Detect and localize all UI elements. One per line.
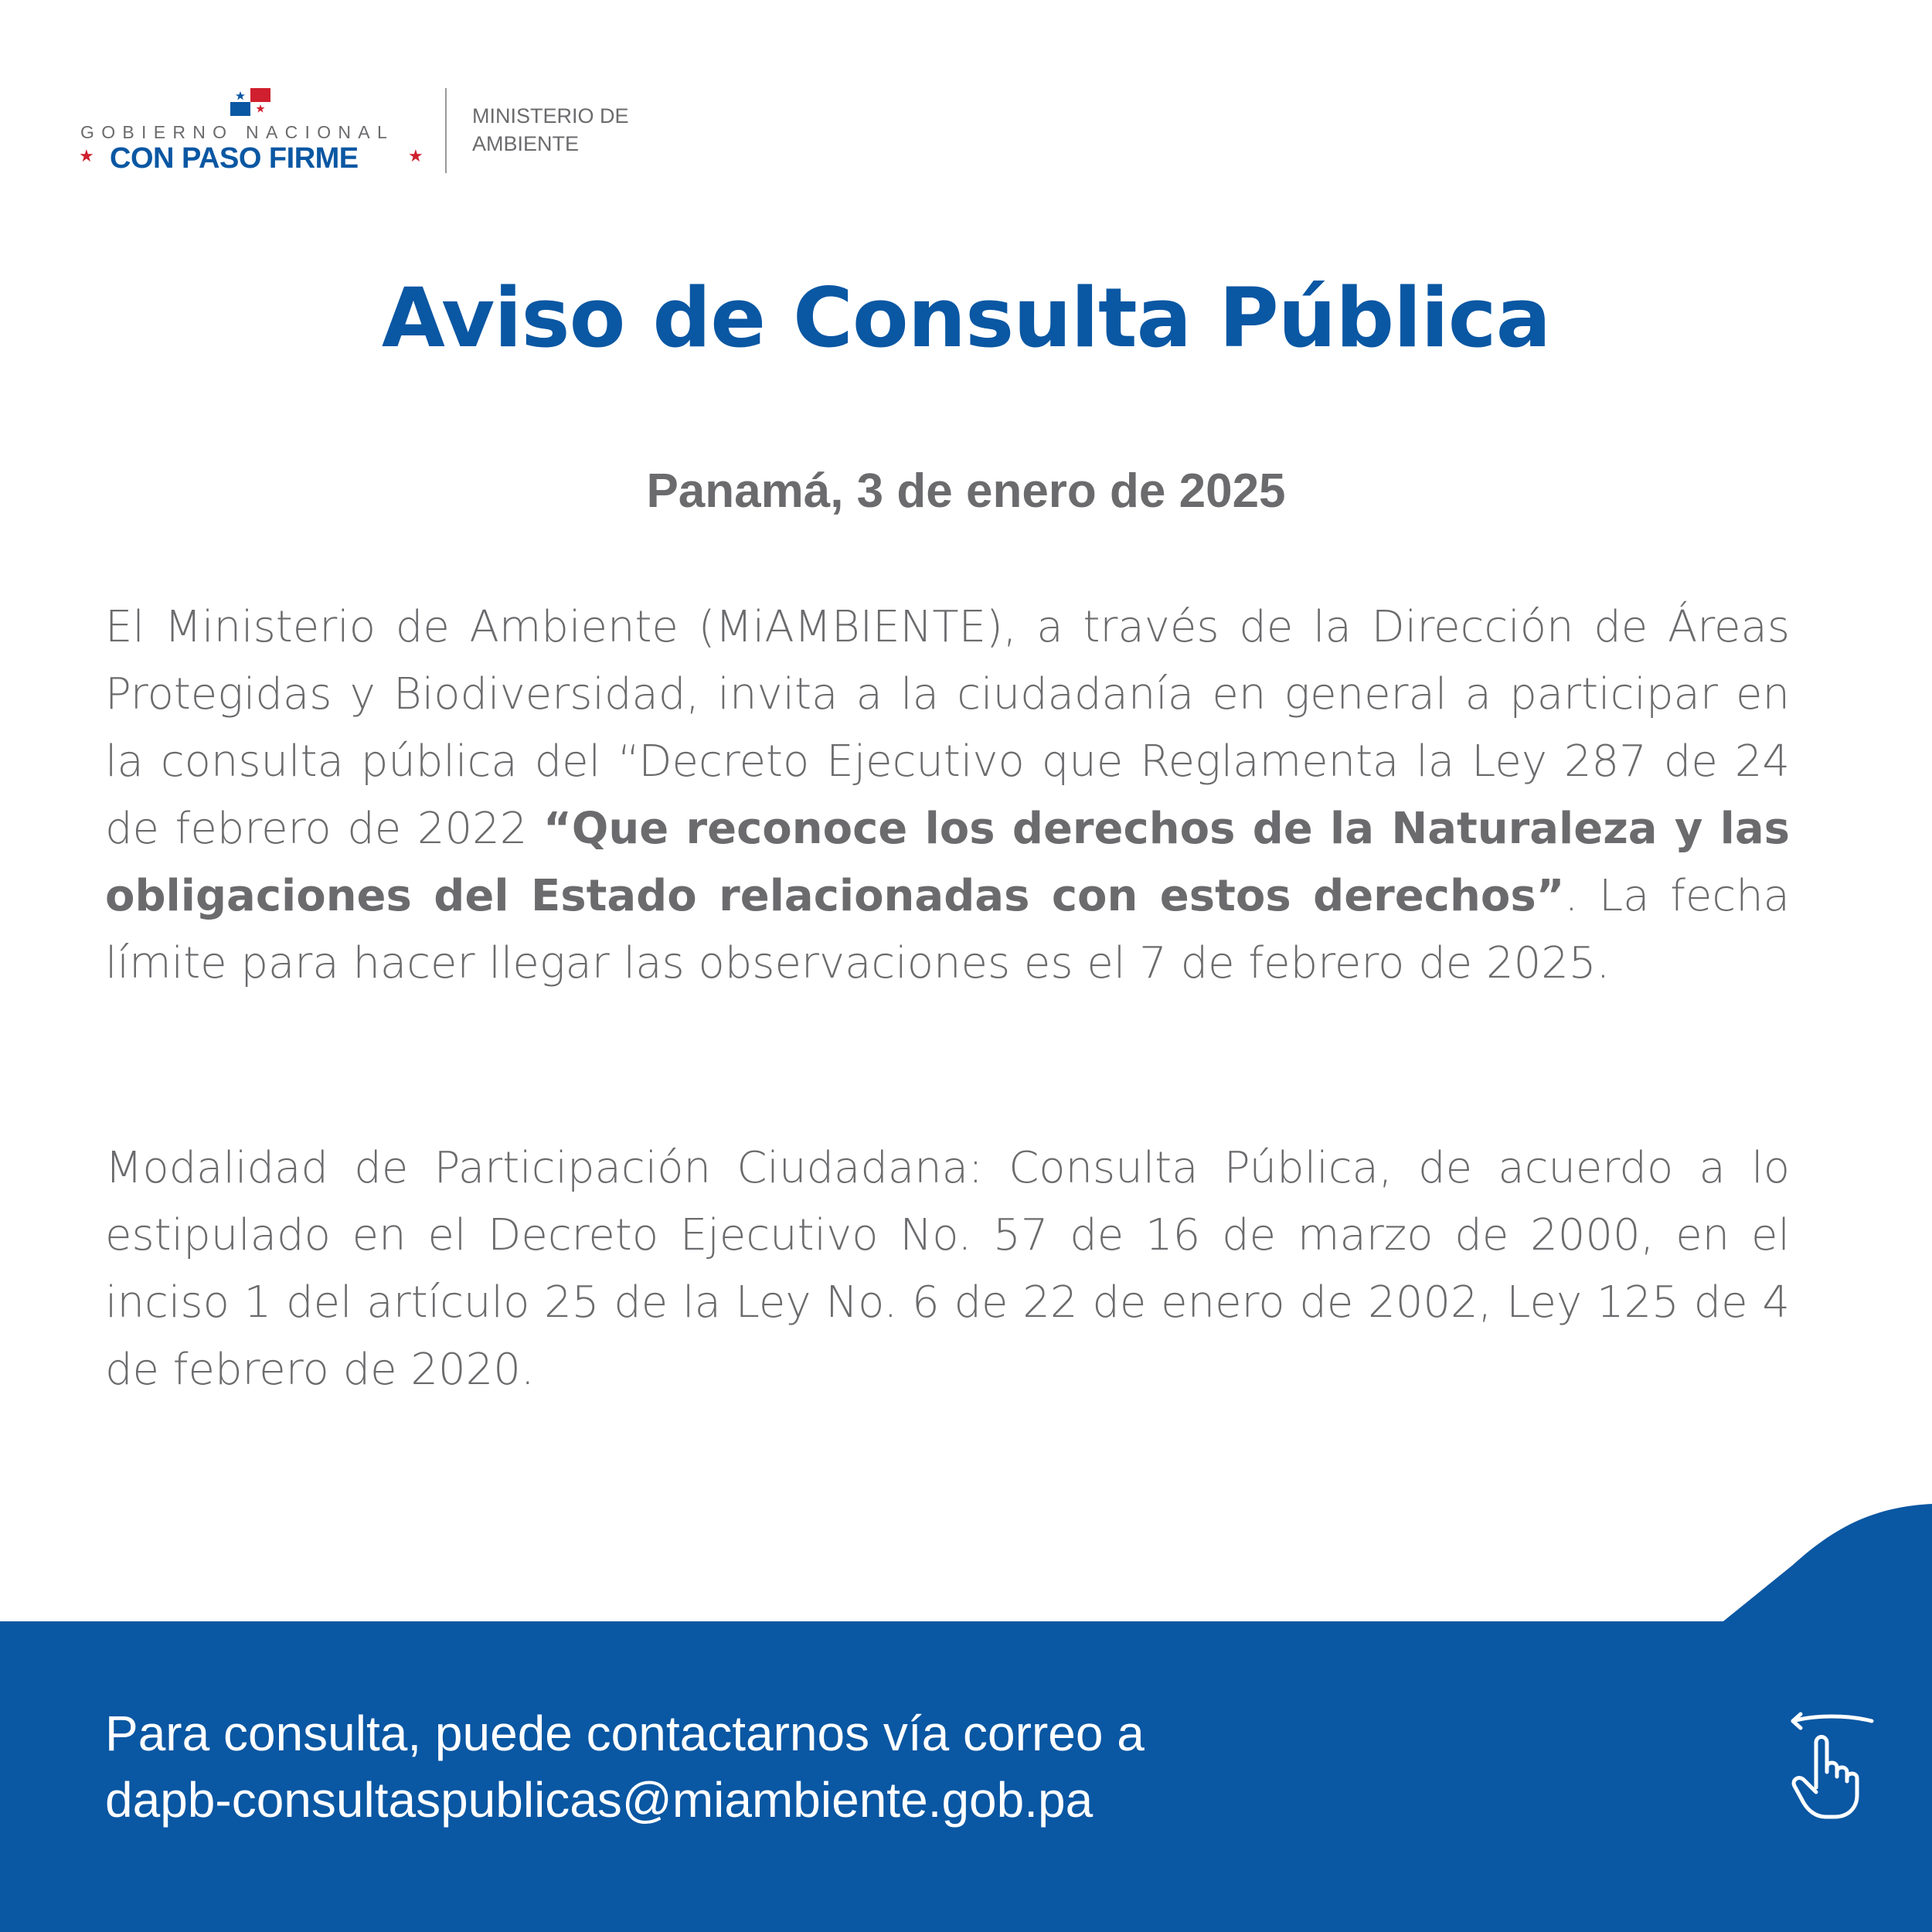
footer-contact-line: Para consulta, puede contactarnos vía correo a — [105, 1706, 1145, 1761]
star-icon: ★ — [408, 147, 423, 166]
footer-contact — [105, 1700, 1145, 1833]
notice-paragraph-2: Modalidad de Participación Ciudadana: Consulta Pública, de acuerdo a lo estipulado en el Decreto Ejecutivo No. 57 de 16 de marzo de 2000, en el inciso 1 del artículo 25 de la Ley No. 6 de 22 de enero de 2002, Ley 125 de 4 de febrero de 2020. — [105, 1143, 1790, 1395]
paragraph-1-intro: El Ministerio de Ambiente (MiAMBIENTE), a través de la Dirección de Áreas Protegidas y Biodiversidad, invita a la ciudadanía en general a participar en la consulta pública del “Decreto Ejecutivo que Reglamenta la Ley 287 de 24 de febrero de 2022 — [105, 602, 1790, 854]
gobierno-nacional-logo — [76, 83, 431, 176]
ministry-name — [472, 102, 629, 158]
logo-divider — [445, 88, 447, 173]
header-logo — [76, 83, 663, 176]
star-icon: ★ — [79, 147, 94, 166]
gobierno-nacional-text: GOBIERNO NACIONAL — [80, 122, 395, 142]
paragraph-1-deadline: . La fecha límite para hacer llegar las observaciones es el 7 de febrero de 2025. — [105, 871, 1790, 988]
page-title: Aviso de Consulta Pública — [381, 270, 1551, 366]
notice-date: Panamá, 3 de enero de 2025 — [646, 464, 1286, 518]
notice-paragraph-1 — [105, 594, 1790, 997]
ministry-line-1: MINISTERIO DE — [472, 104, 629, 128]
footer-wave-shape — [1700, 1499, 1932, 1631]
slogan-text: CON PASO FIRME — [110, 142, 359, 175]
paragraph-1-law-title: “Que reconoce los derechos de la Naturaleza y las obligaciones del Estado relacionadas con estos derechos” — [105, 804, 1791, 921]
contact-email-link[interactable]: dapb-consultaspublicas@miambiente.gob.pa — [105, 1772, 1094, 1828]
panama-flag-icon — [230, 88, 270, 116]
ministry-line-2: AMBIENTE — [472, 132, 580, 155]
swipe-left-hand-icon — [1785, 1712, 1878, 1820]
